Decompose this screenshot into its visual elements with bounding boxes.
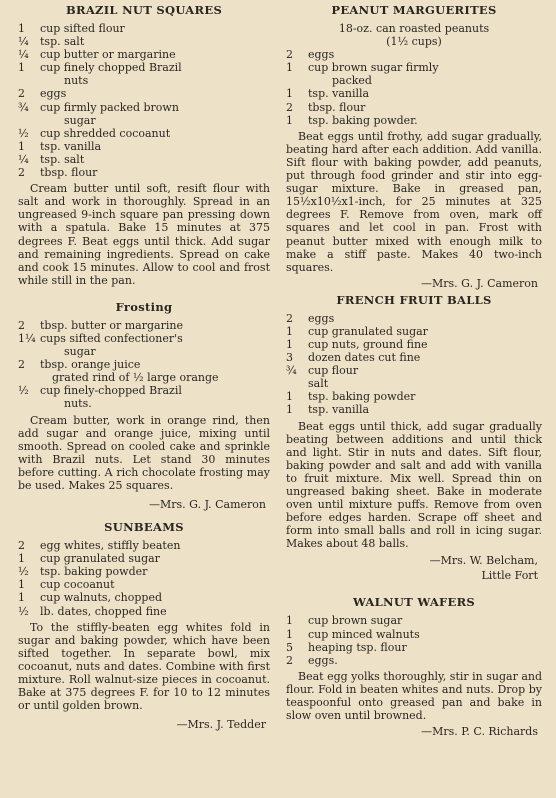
ingredient-quantity: 1 xyxy=(18,22,25,35)
ingredient-quantity: ¼ xyxy=(18,35,29,49)
ingredient-quantity: 2 xyxy=(18,318,25,332)
recipe-directions: Cream butter until soft, resift flour with salt and work in thoroughly. Spread in an ungreased 9-inch square pan pressing down with a spatula. Bake 15 minutes at 375 degrees F. Beat eggs until thick. Add sugar and remaining ingredients. Spread on cake and cook 15 minutes. Allow to cool and frost while still in the pan. xyxy=(18,182,270,287)
ingredient-quantity: ½ xyxy=(18,384,29,398)
ingredient-list xyxy=(18,22,270,179)
ingredient-quantity: 2 xyxy=(286,653,293,667)
ingredient-text: tsp. baking powder. xyxy=(308,113,418,127)
ingredient-quantity xyxy=(286,74,308,87)
ingredient-item xyxy=(18,48,270,61)
ingredient-item xyxy=(286,351,542,364)
recipe-title: SUNBEAMS xyxy=(104,520,184,535)
ingredient-quantity: ½ xyxy=(18,604,29,618)
ingredient-item xyxy=(18,166,270,179)
ingredient-item xyxy=(286,364,542,377)
ingredient-item xyxy=(18,552,270,565)
ingredient-quantity: 1 xyxy=(18,552,25,566)
ingredient-text: tbsp. flour xyxy=(40,166,98,180)
ingredient-quantity xyxy=(18,371,40,384)
ingredient-quantity: 2 xyxy=(286,100,293,114)
ingredient-item xyxy=(18,127,270,140)
recipe-directions: Beat eggs until thick, add sugar gradually beating between additions and until thick and light. Stir in nuts and dates. Sift flour, baking powder and salt and add with vanilla to fruit mixture. Mix well. Spread thin on ungreased baking sheet. Bake in moderate oven until mixture puffs. Remove from oven before edges harden. Scrape off sheet and form into small balls and roll in icing sugar. Makes about 48 balls. xyxy=(286,419,542,551)
ingredient-quantity: 2 xyxy=(18,87,25,101)
ingredient-quantity xyxy=(18,74,40,87)
ingredient-item xyxy=(286,325,542,338)
recipe-directions: Beat eggs until frothy, add sugar gradually, beating hard after each addition. Add vanilla. Sift flour with baking powder, add peanuts, put through food grinder and stir into egg-sugar mixture. Bake in greased pan, 15½x10½x1-inch, for 25 minutes at 325 degrees F. Remove from oven, mark off squares and let cool in pan. Frost with peanut butter mixed with enough milk to make a stiff paste. Makes 40 two-inch squares. xyxy=(286,129,542,274)
ingredient-item xyxy=(18,358,270,371)
ingredient-text: eggs. xyxy=(308,653,338,667)
ingredient-item xyxy=(18,101,270,114)
ingredient-item xyxy=(18,397,270,410)
recipe-signature: —Mrs. P. C. Richards xyxy=(421,725,538,739)
ingredient-item xyxy=(286,312,542,325)
ingredient-list xyxy=(286,22,542,127)
ingredient-text: eggs xyxy=(308,311,335,325)
ingredient-quantity: ¼ xyxy=(18,48,29,62)
ingredient-quantity: 1 xyxy=(18,139,25,153)
ingredient-text: cup finely-chopped Brazil xyxy=(40,384,182,398)
ingredient-item xyxy=(18,22,270,35)
recipe-signature: —Mrs. G. J. Cameron xyxy=(421,276,538,290)
ingredient-item xyxy=(286,628,542,641)
ingredient-item xyxy=(18,578,270,591)
ingredient-quantity: 1 xyxy=(286,614,293,628)
ingredient-text: tbsp. flour xyxy=(308,100,366,114)
ingredient-item xyxy=(18,371,270,384)
ingredient-text: lb. dates, chopped fine xyxy=(40,604,167,618)
ingredient-item xyxy=(286,74,542,87)
ingredient-text: cup brown sugar firmly xyxy=(308,61,439,75)
ingredient-quantity: 2 xyxy=(18,166,25,180)
recipe-directions: To the stiffly-beaten egg whites fold in sugar and baking powder, which have been sifted together. In separate bowl, mix cocoanut, nuts and dates. Combine with first mixture. Roll walnut-size pieces in cocoanut. Bake at 375 degrees F. for 10 to 12 minutes or until golden brown. xyxy=(18,620,270,713)
ingredient-item xyxy=(18,605,270,618)
ingredient-text: nuts. xyxy=(64,397,92,411)
ingredient-item xyxy=(18,74,270,87)
ingredient-text: tbsp. butter or margarine xyxy=(40,318,183,332)
ingredient-item xyxy=(18,35,270,48)
ingredient-item xyxy=(18,591,270,604)
ingredient-text: tsp. salt xyxy=(40,35,85,49)
ingredient-item xyxy=(18,140,270,153)
ingredient-quantity: 2 xyxy=(18,358,25,372)
ingredient-quantity: 1¼ xyxy=(18,331,36,345)
ingredient-list xyxy=(286,614,542,666)
ingredient-text: sugar xyxy=(64,345,96,359)
ingredient-text: cup nuts, ground fine xyxy=(308,337,428,351)
ingredient-text: cup granulated sugar xyxy=(40,552,160,566)
recipe-title: WALNUT WAFERS xyxy=(352,595,476,610)
ingredient-item xyxy=(18,384,270,397)
recipe-directions: Beat egg yolks thoroughly, stir in sugar and flour. Fold in beaten whites and nuts. Drop by teaspoonful onto greased pan and bake in slow oven until browned. xyxy=(286,669,543,723)
ingredient-quantity: 1 xyxy=(18,578,25,592)
ingredient-text: cup firmly packed brown xyxy=(40,100,179,114)
ingredient-text: cup sifted flour xyxy=(40,22,125,35)
ingredient-quantity: 3 xyxy=(286,351,293,365)
ingredient-item xyxy=(18,114,270,127)
ingredient-quantity xyxy=(18,345,40,358)
right-column xyxy=(286,0,542,740)
ingredient-text: tsp. vanilla xyxy=(40,139,102,153)
ingredient-quantity: 1 xyxy=(286,87,293,101)
ingredient-quantity: ¼ xyxy=(18,152,29,166)
recipe-directions: Cream butter, work in orange rind, then add sugar and orange juice, mixing until smooth. Spread on cooled cake and sprinkle with Brazil nuts. Let stand 30 minutes before cutting. A rich chocolate frosting may be used. Makes 25 squares. xyxy=(18,413,270,492)
ingredient-quantity: 1 xyxy=(286,61,293,75)
recipe-title: BRAZIL NUT SQUARES xyxy=(65,3,223,17)
ingredient-quantity: ¾ xyxy=(18,100,29,114)
ingredient-text: tsp. salt xyxy=(40,152,85,166)
ingredient-text: salt xyxy=(308,377,329,391)
recipe-signature: —Mrs. W. Belcham, xyxy=(429,554,538,568)
ingredient-quantity: 2 xyxy=(286,311,293,325)
ingredient-item xyxy=(18,332,270,345)
ingredient-quantity: 1 xyxy=(286,324,293,338)
ingredient-item xyxy=(286,101,542,114)
ingredient-quantity: 1 xyxy=(18,61,25,75)
ingredient-quantity: 1 xyxy=(286,390,293,404)
recipe-signature: —Mrs. G. J. Cameron xyxy=(149,498,266,512)
ingredient-item xyxy=(286,114,542,127)
recipe-title: PEANUT MARGUERITES xyxy=(331,3,497,17)
ingredient-text: egg whites, stiffly beaten xyxy=(40,539,181,553)
ingredient-item xyxy=(286,61,542,74)
ingredient-text: cup cocoanut xyxy=(40,578,115,592)
ingredient-text: (1½ cups) xyxy=(386,35,442,49)
ingredient-text: tsp. vanilla xyxy=(308,87,370,101)
ingredient-item xyxy=(286,641,542,654)
ingredient-item xyxy=(18,539,270,552)
ingredient-text: cup shredded cocoanut xyxy=(40,126,171,140)
ingredient-text: cup brown sugar xyxy=(308,614,403,628)
ingredient-item xyxy=(286,614,542,627)
ingredient-text: dozen dates cut fine xyxy=(308,351,421,365)
ingredient-item xyxy=(286,654,542,667)
ingredient-list xyxy=(18,319,270,411)
ingredient-list xyxy=(18,539,270,618)
ingredient-text: nuts xyxy=(64,74,89,88)
ingredient-quantity: 2 xyxy=(286,48,293,62)
ingredient-quantity: 1 xyxy=(286,113,293,127)
ingredient-text: 18-oz. can roasted peanuts xyxy=(338,22,490,35)
ingredient-item xyxy=(18,345,270,358)
ingredient-quantity: ½ xyxy=(18,565,29,579)
ingredient-quantity xyxy=(18,114,40,127)
ingredient-quantity: ¾ xyxy=(286,364,297,378)
ingredient-quantity: 1 xyxy=(286,337,293,351)
ingredient-text: tsp. vanilla xyxy=(308,403,370,417)
left-column xyxy=(18,0,270,733)
ingredient-text: cup walnuts, chopped xyxy=(40,591,163,605)
ingredient-item xyxy=(286,338,542,351)
ingredient-item xyxy=(18,319,270,332)
ingredient-item xyxy=(286,22,542,35)
ingredient-list xyxy=(286,312,542,417)
ingredient-item xyxy=(18,87,270,100)
ingredient-text: grated rind of ½ large orange xyxy=(52,371,219,385)
ingredient-text: heaping tsp. flour xyxy=(308,640,407,654)
recipe-title: Frosting xyxy=(115,299,173,314)
recipe-signature-location: Little Fort xyxy=(481,569,538,583)
ingredient-text: eggs xyxy=(40,87,67,101)
ingredient-text: tbsp. orange juice xyxy=(40,358,141,372)
ingredient-item xyxy=(18,61,270,74)
ingredient-text: tsp. baking powder xyxy=(40,565,148,579)
ingredient-text: cup minced walnuts xyxy=(308,627,420,641)
ingredient-text: cups sifted confectioner's xyxy=(40,331,183,345)
ingredient-text: cup flour xyxy=(308,364,359,378)
ingredient-quantity: 5 xyxy=(286,640,293,654)
ingredient-quantity: 2 xyxy=(18,539,25,553)
ingredient-item xyxy=(286,403,542,416)
ingredient-quantity: ½ xyxy=(18,126,29,140)
ingredient-text: sugar xyxy=(64,113,96,127)
ingredient-quantity xyxy=(286,377,308,390)
recipe-signature: —Mrs. J. Tedder xyxy=(176,718,266,732)
ingredient-item xyxy=(286,390,542,403)
ingredient-quantity: 1 xyxy=(286,403,293,417)
ingredient-text: packed xyxy=(332,74,372,88)
ingredient-text: cup butter or margarine xyxy=(40,48,176,62)
ingredient-item xyxy=(18,153,270,166)
ingredient-text: tsp. baking powder xyxy=(308,390,416,404)
ingredient-quantity: 1 xyxy=(18,591,25,605)
ingredient-item xyxy=(286,377,542,390)
ingredient-item xyxy=(286,87,542,100)
ingredient-text: cup finely chopped Brazil xyxy=(40,61,182,75)
ingredient-quantity: 1 xyxy=(286,627,293,641)
ingredient-item xyxy=(18,565,270,578)
ingredient-text: eggs xyxy=(308,48,335,62)
recipe-title: FRENCH FRUIT BALLS xyxy=(336,292,492,307)
ingredient-text: cup granulated sugar xyxy=(308,324,428,338)
ingredient-item xyxy=(286,48,542,61)
ingredient-quantity xyxy=(18,397,40,410)
ingredient-item xyxy=(286,35,542,48)
